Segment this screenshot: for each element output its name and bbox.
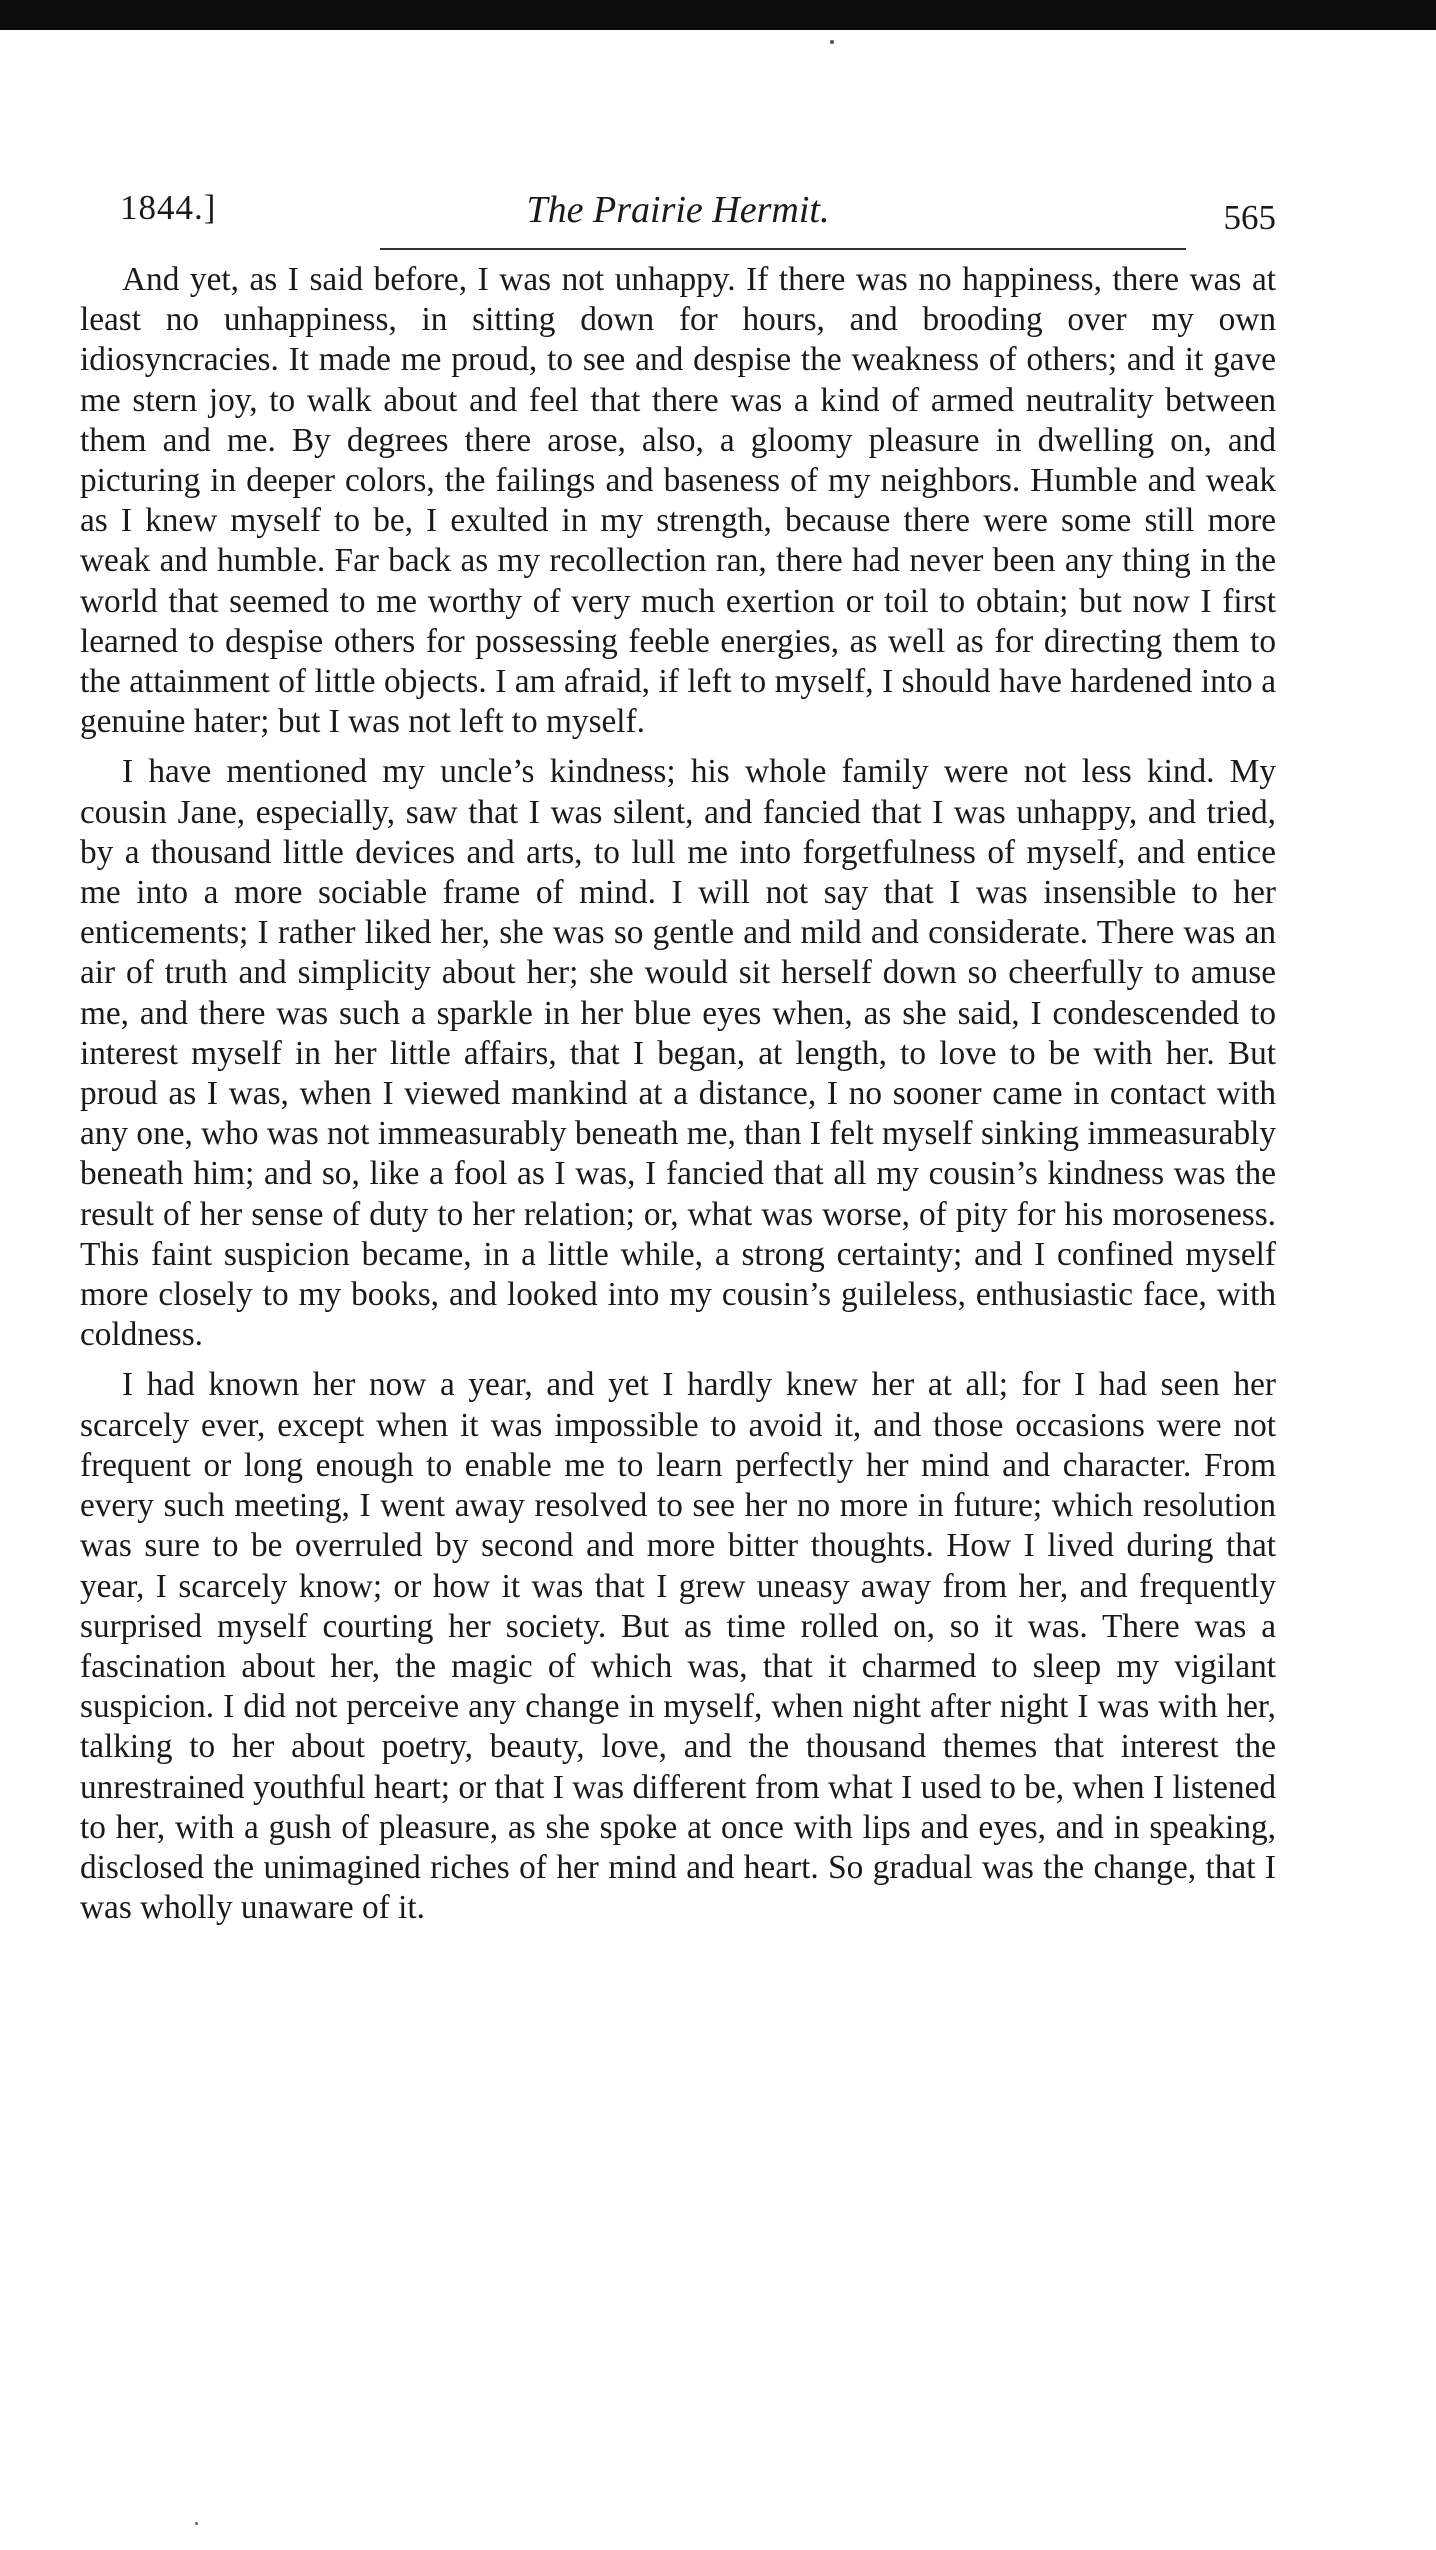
body-text xyxy=(80,260,1276,1938)
paragraph-1: And yet, as I said before, I was not unhappy. If there was no happiness, there was at least no unhappiness, in sitting down for hours, and brooding over my own idiosyncracies. It made me proud, to see and despise the weakness of others; and it gave me stern joy, to walk about and feel that there was a kind of armed neutrality between them and me. By degrees there arose, also, a gloomy pleasure in dwelling on, and picturing in deeper colors, the failings and baseness of my neighbors. Humble and weak as I knew myself to be, I exulted in my strength, because there were some still more weak and humble. Far back as my recollection ran, there had never been any thing in the world that seemed to me worthy of very much exertion or toil to obtain; but now I first learned to despise others for possessing feeble energies, as well as for directing them to the attainment of little objects. I am afraid, if left to myself, I should have hardened into a genuine hater; but I was not left to myself. xyxy=(80,261,1276,741)
scan-speck xyxy=(830,40,834,44)
paragraph-3: I had known her now a year, and yet I hardly knew her at all; for I had seen her scarcely ever, except when it was impossible to avoid it, and those occasions were not frequent or long enough to enable me to learn perfectly her mind and character. From every such meeting, I went away resolved to see her no more in future; which resolution was sure to be overruled by second and more bitter thoughts. How I lived during that year, I scarcely know; or how it was that I grew uneasy away from her, and frequently surprised myself courting her society. But as time rolled on, so it was. There was a fascination about her, the magic of which was, that it charmed to sleep my vigilant suspicion. I did not perceive any change in myself, when night after night I was with her, talking to her about poetry, beauty, love, and the thousand themes that interest the unrestrained youthful heart; or that I was different from what I used to be, when I listened to her, with a gush of pleasure, as she spoke at once with lips and eyes, and in speaking, disclosed the unimagined riches of her mind and heart. So gradual was the change, that I was wholly unaware of it. xyxy=(80,1366,1276,1927)
paragraph-2: I have mentioned my uncle’s kindness; his whole family were not less kind. My cousin Jane, especially, saw that I was silent, and fancied that I was unhappy, and tried, by a thousand little devices and arts, to lull me into forgetfulness of myself, and entice me into a more sociable frame of mind. I will not say that I was insensible to her enticements; I rather liked her, she was so gentle and mild and considerate. There was an air of truth and simplicity about her; she would sit herself down so cheerfully to amuse me, and there was such a sparkle in her blue eyes when, as she said, I condescended to interest myself in her little affairs, that I began, at length, to love to be with her. But proud as I was, when I viewed mankind at a distance, I no sooner came in contact with any one, who was not immeasurably beneath me, than I felt myself sinking immeasurably beneath him; and so, like a fool as I was, I fancied that all my cousin’s kindness was the result of her sense of duty to her relation; or, what was worse, of pity for his moroseness. This faint suspicion became, in a little while, a strong certainty; and I confined myself more closely to my books, and looked into my cousin’s guileless, enthusiastic face, with coldness. xyxy=(80,753,1276,1354)
header-rule xyxy=(380,248,1186,250)
running-header-year: 1844.] xyxy=(120,188,217,227)
page-number: 565 xyxy=(1223,198,1276,237)
running-header xyxy=(80,180,1276,250)
book-page xyxy=(80,180,1276,1927)
scan-top-border xyxy=(0,0,1436,30)
scan-speck-bottom xyxy=(195,2522,198,2525)
running-header-title: The Prairie Hermit. xyxy=(526,189,830,231)
